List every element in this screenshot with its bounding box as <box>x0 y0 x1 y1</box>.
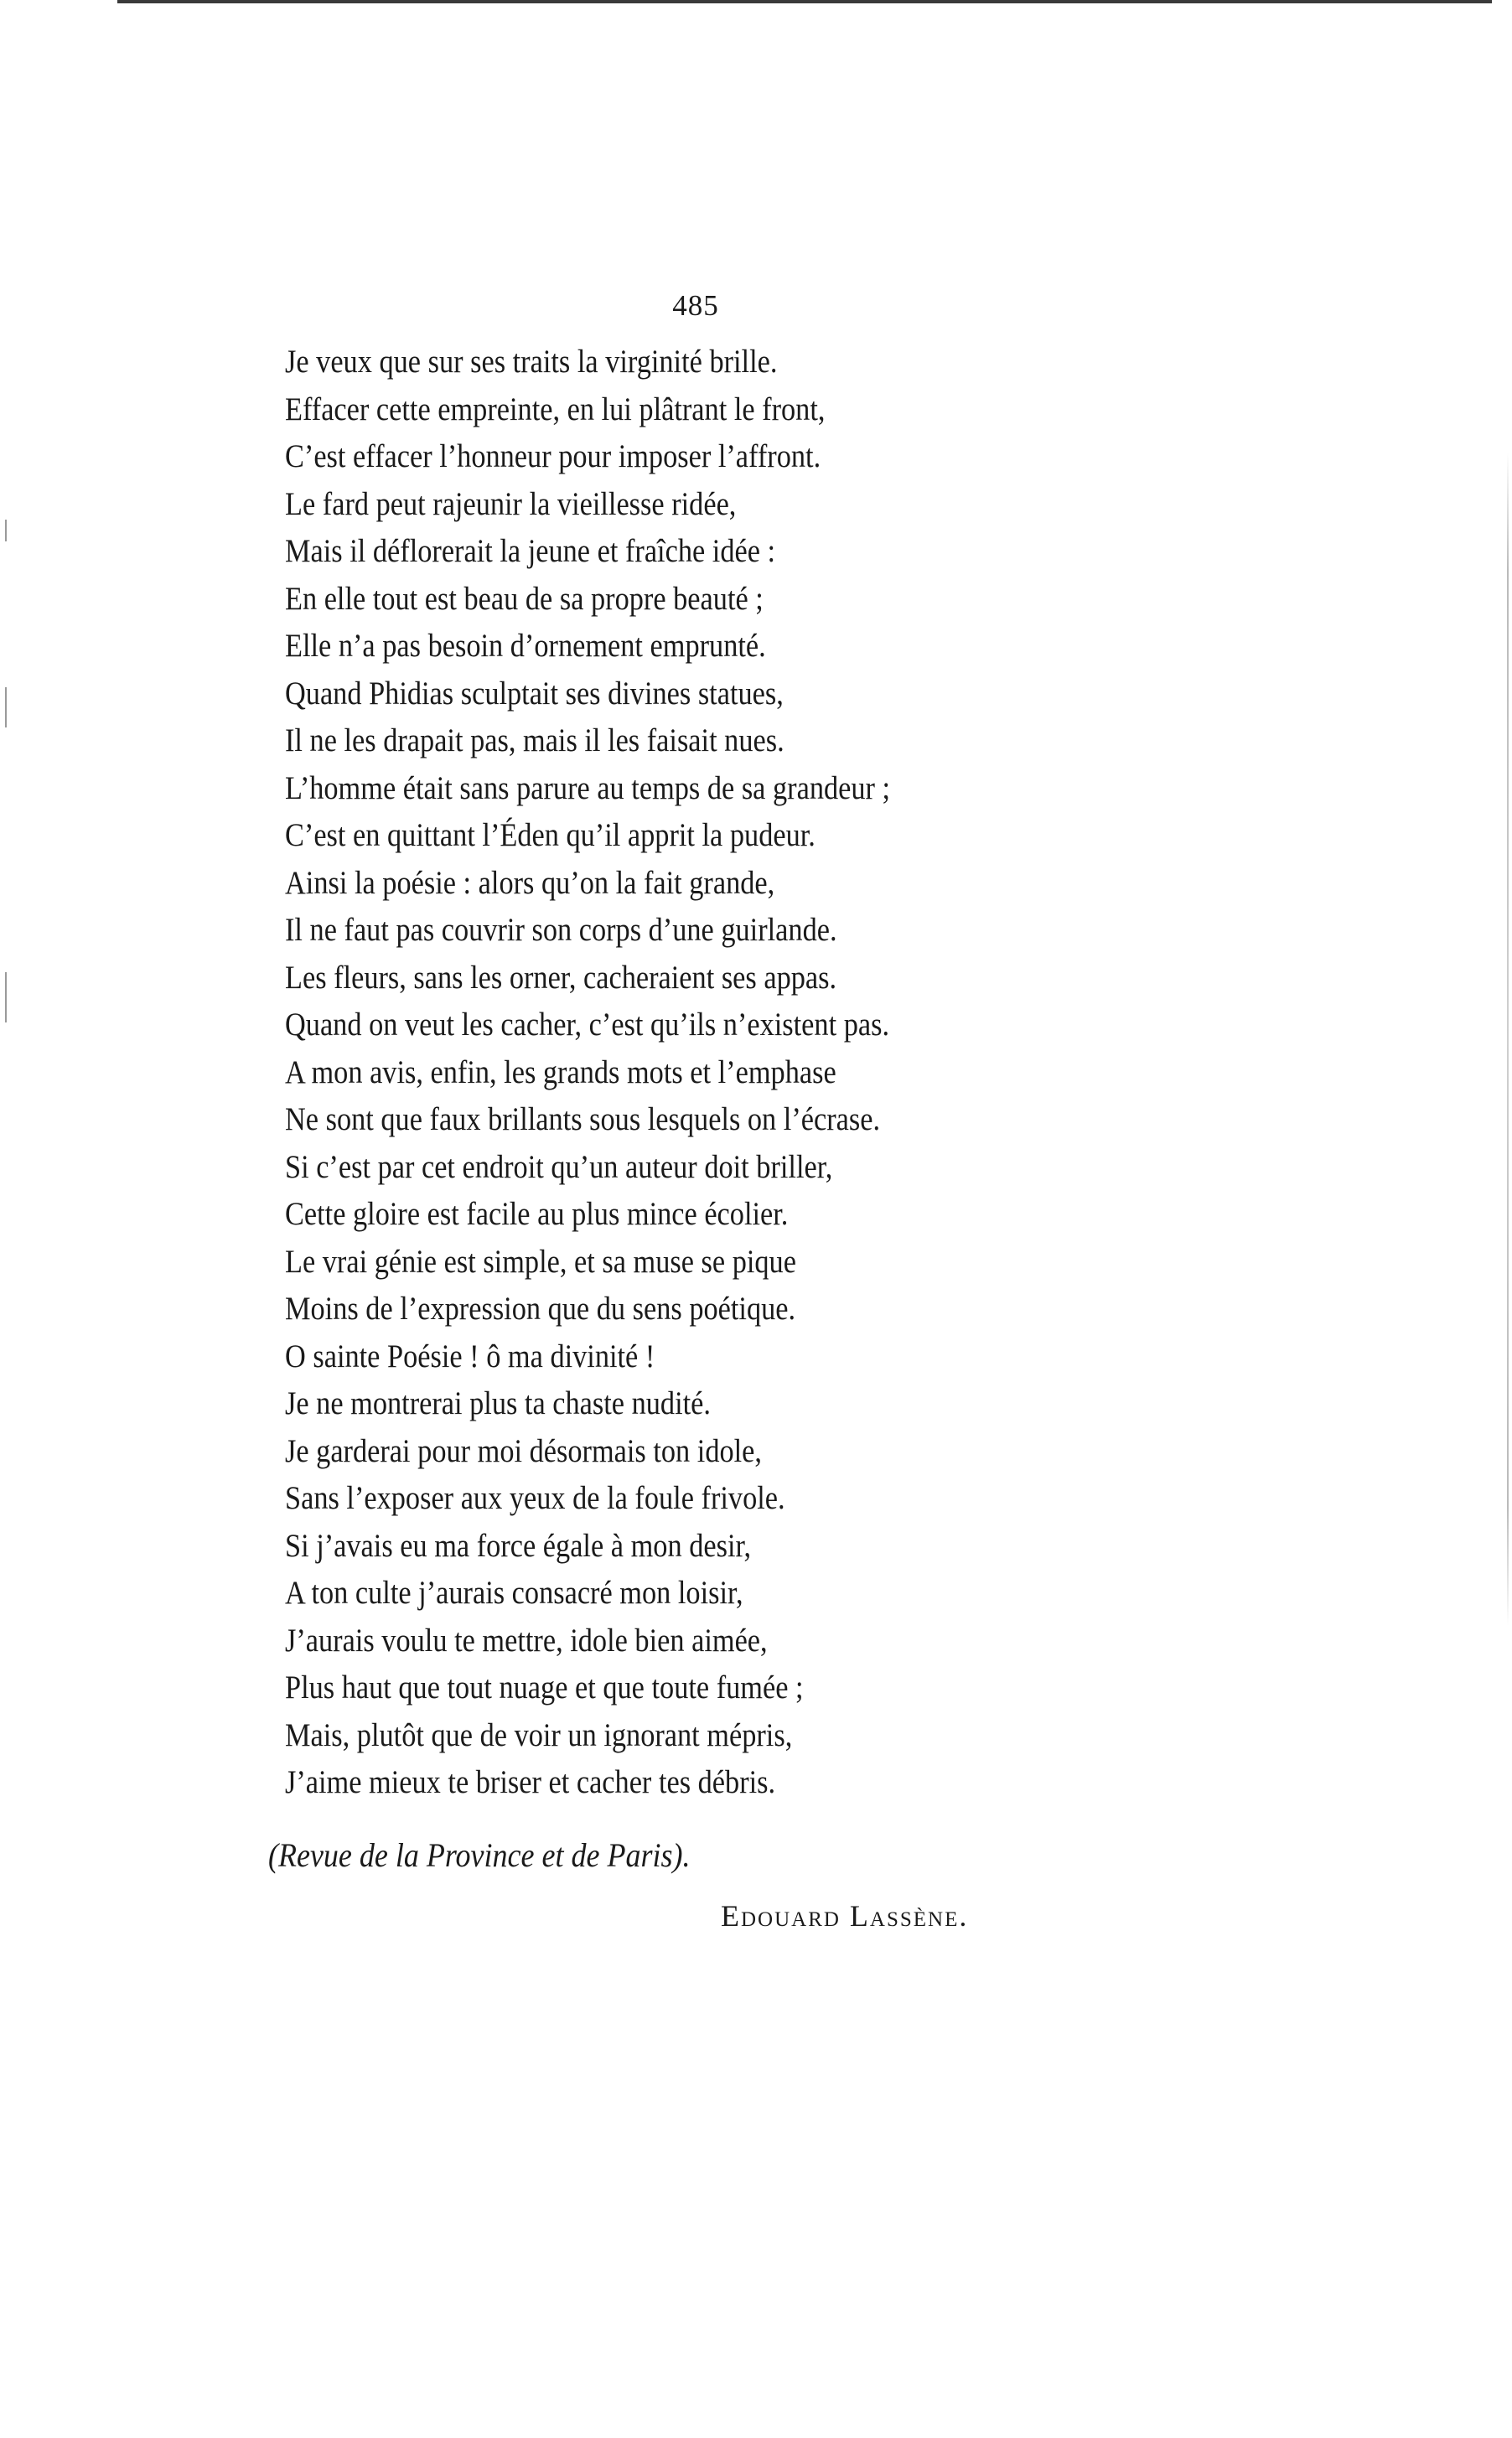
left-margin-mark <box>5 687 7 727</box>
verse-line: Ne sont que faux brillants sous lesquels on l’écrase. <box>285 1101 881 1137</box>
author-signature: Edouard Lassène. <box>721 1899 969 1933</box>
verse-line: L’homme était sans parure au temps de sa grandeur ; <box>285 769 891 806</box>
verse-line: Le vrai génie est simple, et sa muse se pique <box>285 1243 796 1280</box>
verse-line: Si c’est par cet endroit qu’un auteur doit briller, <box>285 1148 833 1185</box>
verse-line: Je garderai pour moi désormais ton idole, <box>285 1432 763 1469</box>
left-margin-mark <box>5 520 7 541</box>
verse-line: Si j’avais eu ma force égale à mon desir, <box>285 1527 752 1564</box>
verse-line: Ainsi la poésie : alors qu’on la fait grande, <box>285 864 775 901</box>
verse-line: C’est en quittant l’Éden qu’il apprit la pudeur. <box>285 817 816 853</box>
verse-line: O sainte Poésie ! ô ma divinité ! <box>285 1338 655 1374</box>
right-page-edge <box>1507 453 1509 1626</box>
verse-line: Mais il déflorerait la jeune et fraîche idée : <box>285 533 776 569</box>
verse-line: Il ne les drapait pas, mais il les faisait nues. <box>285 722 784 758</box>
verse-line: Sans l’exposer aux yeux de la foule frivole. <box>285 1480 785 1516</box>
verse-line: Le fard peut rajeunir la vieillesse ridée, <box>285 485 737 522</box>
verse-line: J’aime mieux te briser et cacher tes débris. <box>285 1764 776 1800</box>
verse-line: Je ne montrerai plus ta chaste nudité. <box>285 1385 711 1421</box>
verse-line: Il ne faut pas couvrir son corps d’une guirlande. <box>285 912 837 948</box>
verse-line: A ton culte j’aurais consacré mon loisir, <box>285 1575 743 1611</box>
verse-line: Elle n’a pas besoin d’ornement emprunté. <box>285 628 766 664</box>
page-number: 485 <box>672 289 719 322</box>
verse-line: Quand Phidias sculptait ses divines statues, <box>285 675 784 712</box>
verse-line: C’est effacer l’honneur pour imposer l’affront. <box>285 438 821 474</box>
source-citation: (Revue de la Province et de Paris). <box>268 1836 691 1874</box>
verse-line: Moins de l’expression que du sens poétique. <box>285 1291 796 1327</box>
verse-line: Cette gloire est facile au plus mince écolier. <box>285 1196 789 1232</box>
verse-line: Mais, plutôt que de voir un ignorant mépris, <box>285 1716 793 1753</box>
verse-line: Les fleurs, sans les orner, cacheraient ses appas. <box>285 959 837 996</box>
verse-line: Plus haut que tout nuage et que toute fumée ; <box>285 1669 804 1706</box>
verse-line: Effacer cette empreinte, en lui plâtrant le front, <box>285 391 826 427</box>
top-border-rule <box>117 0 1492 3</box>
verse-line: Je veux que sur ses traits la virginité brille. <box>285 344 778 380</box>
verse-line: A mon avis, enfin, les grands mots et l’emphase <box>285 1053 836 1090</box>
poem-body <box>285 339 1207 1807</box>
verse-line: En elle tout est beau de sa propre beauté ; <box>285 580 764 617</box>
left-margin-mark <box>5 972 7 1022</box>
verse-line: Quand on veut les cacher, c’est qu’ils n’existent pas. <box>285 1007 890 1043</box>
verse-line: J’aurais voulu te mettre, idole bien aimée, <box>285 1622 768 1659</box>
